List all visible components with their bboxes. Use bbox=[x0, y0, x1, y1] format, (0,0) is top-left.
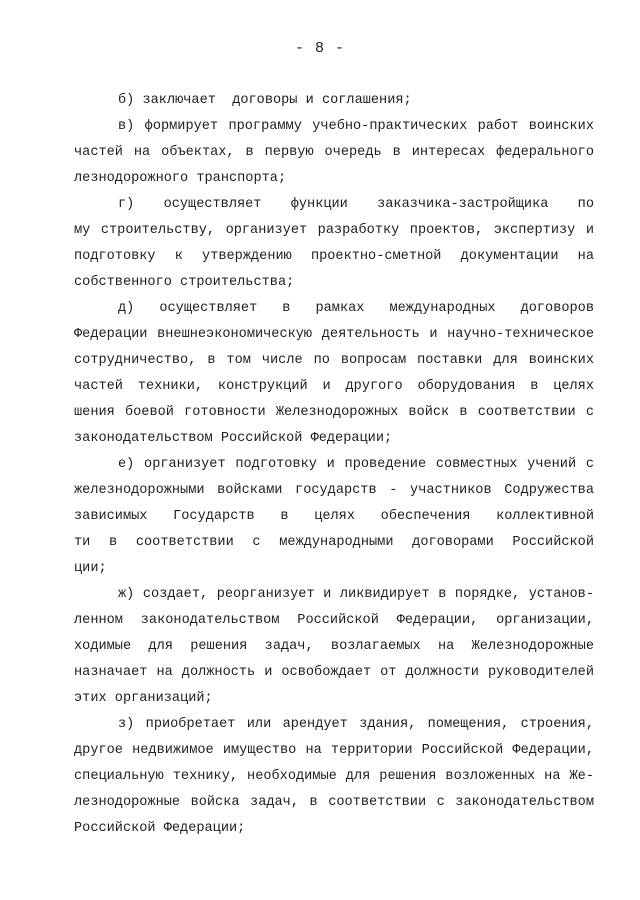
text-line: специальную технику, необходимые для решения возложенных на Же- bbox=[74, 769, 594, 784]
paragraph-g bbox=[74, 192, 594, 296]
text-line: железнодорожными войсками государств - участников Содружества bbox=[74, 483, 594, 498]
text-line: ции; bbox=[74, 561, 107, 576]
paragraph-d bbox=[74, 296, 594, 452]
text-line: лезнодорожные войска задач, в соответствии с законодательством bbox=[74, 795, 594, 810]
text-line: подготовку к утверждению проектно-сметной документации на bbox=[74, 249, 594, 264]
paragraph-v bbox=[74, 114, 594, 192]
text-line: сотрудничество, в том числе по вопросам поставки для воинских bbox=[74, 353, 594, 368]
text-line: ти в соответствии с международными договорами Российской bbox=[74, 535, 594, 550]
text-line: в) формирует программу учебно-практических работ воинских bbox=[118, 119, 594, 134]
text-line: му строительству, организует разработку проектов, экспертизу и bbox=[74, 223, 594, 238]
page-number: - 8 - bbox=[294, 40, 345, 57]
text-line: ж) создает, реорганизует и ликвидирует в порядке, установ- bbox=[118, 587, 594, 602]
text-line: е) организует подготовку и проведение совместных учений с bbox=[118, 457, 594, 472]
text-line: законодательством Российской Федерации; bbox=[74, 431, 393, 446]
text-line: д) осуществляет в рамках международных договоров bbox=[118, 301, 594, 316]
text-line: лезнодорожного транспорта; bbox=[74, 171, 287, 186]
text-line: назначает на должность и освобождает от должности руководителей bbox=[74, 665, 594, 680]
text-line: этих организаций; bbox=[74, 691, 213, 706]
text-line: собственного строительства; bbox=[74, 275, 295, 290]
text-line: г) осуществляет функции заказчика-застройщика по bbox=[118, 197, 594, 212]
paragraph-b bbox=[74, 88, 594, 114]
text-line: Российской Федерации; bbox=[74, 821, 246, 836]
text-line: ленном законодательством Российской Федерации, организации, bbox=[74, 613, 594, 628]
text-line: ходимые для решения задач, возлагаемых на Железнодорожные bbox=[74, 639, 594, 654]
paragraph-zh bbox=[74, 582, 594, 712]
paragraph-e bbox=[74, 452, 594, 582]
text-line: Федерации внешнеэкономическую деятельность и научно-техническое bbox=[74, 327, 594, 342]
text-line: частей техники, конструкций и другого оборудования в целях bbox=[74, 379, 594, 394]
text-line: шения боевой готовности Железнодорожных войск в соответствии с bbox=[74, 405, 594, 420]
text-line: з) приобретает или арендует здания, помещения, строения, bbox=[118, 717, 594, 732]
paragraph-z bbox=[74, 712, 594, 842]
text-line: зависимых Государств в целях обеспечения коллективной bbox=[74, 509, 594, 524]
text-line: частей на объектах, в первую очередь в интересах федерального bbox=[74, 145, 594, 160]
text-line: другое недвижимое имущество на территории Российской Федерации, bbox=[74, 743, 594, 758]
document-body bbox=[74, 88, 594, 842]
text-line: б) заключает договоры и соглашения; bbox=[118, 93, 412, 108]
